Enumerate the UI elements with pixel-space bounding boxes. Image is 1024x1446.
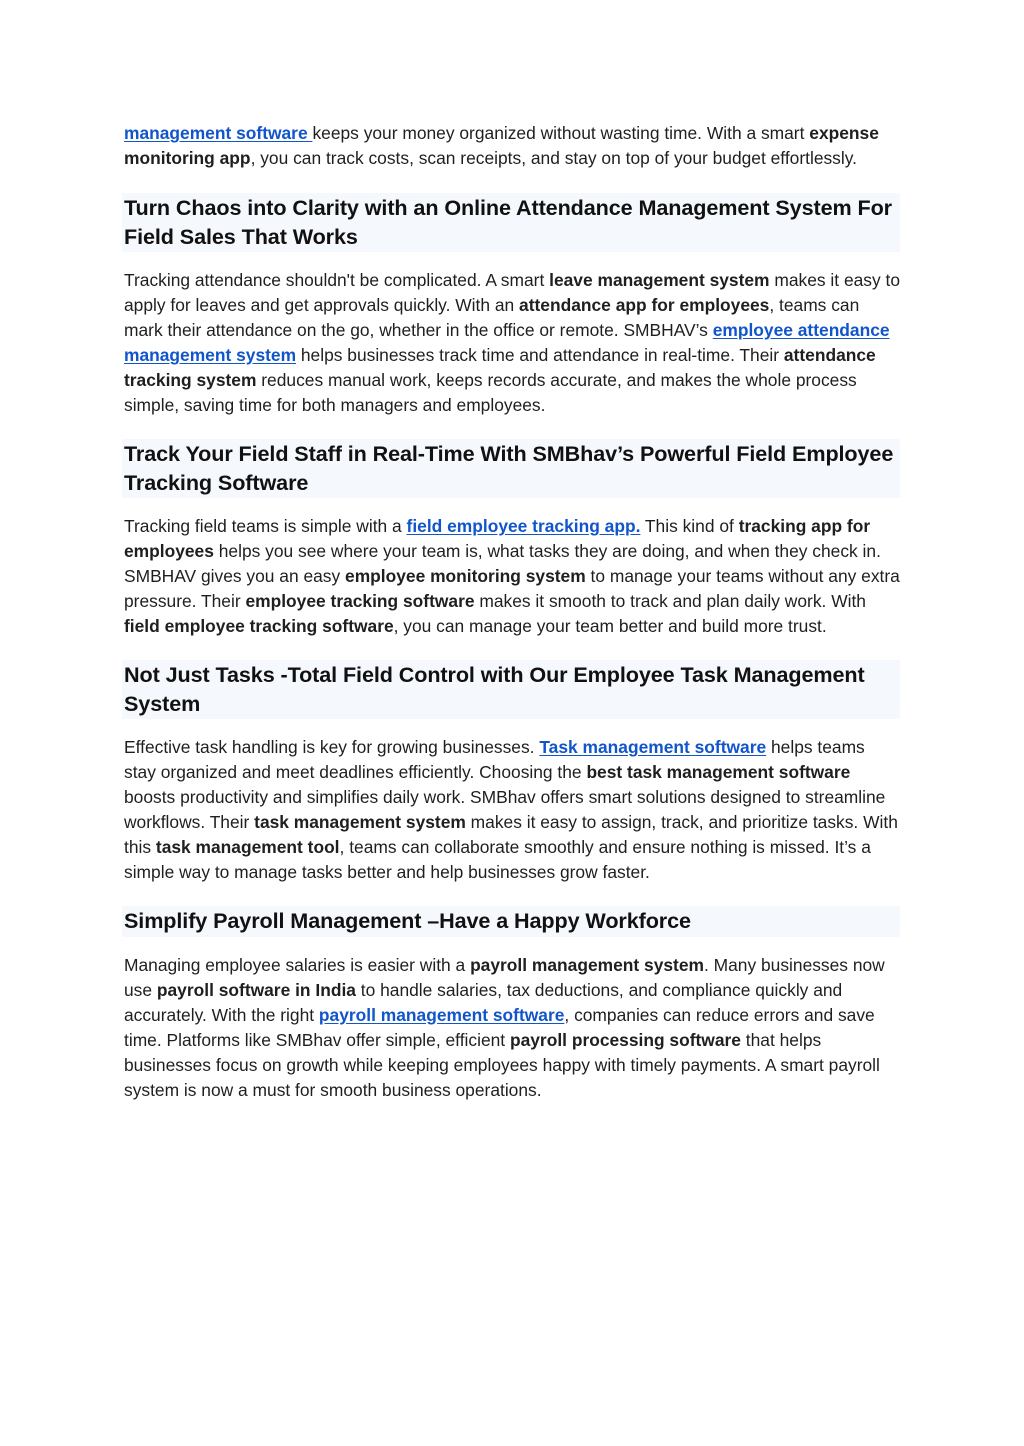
attendance-text-4: helps businesses track time and attendance in real-time. Their	[296, 345, 784, 365]
tracking-bold-3: employee tracking software	[245, 591, 475, 611]
payroll-text-3: to handle salaries, tax deductions, and compliance quickly and accurately. With the right	[124, 979, 843, 1025]
tracking-bold-2: employee monitoring system	[345, 566, 586, 586]
payroll-text-2: . Many businesses now use	[124, 954, 885, 1000]
tracking-text-3: helps you see where your team is, what tasks they are doing, and when they check in. SMBHAV gives you an easy	[124, 541, 881, 586]
tasks-text-5: , teams can collaborate smoothly and ensure nothing is missed. It’s a simple way to manage tasks better and help businesses grow faster.	[124, 837, 871, 882]
payroll-text-1: Managing employee salaries is easier with a	[124, 954, 471, 975]
tracking-text-5: makes it smooth to track and plan daily work. With	[474, 591, 866, 611]
payroll-bold-1: payroll management system	[470, 954, 704, 975]
intro-bold-1: expense monitoring app	[124, 123, 879, 168]
intro-text-2: , you can track costs, scan receipts, and stay on top of your budget effortlessly.	[250, 148, 857, 168]
tasks-bold-2: task management system	[254, 812, 466, 832]
intro-text-1: keeps your money organized without wasting time. With a smart	[312, 123, 810, 143]
payroll-management-link[interactable]: payroll management software	[318, 1004, 565, 1025]
payroll-bold-2: payroll software in India	[156, 979, 356, 1000]
attendance-text-3: , teams can mark their attendance on the go, whether in the office or remote. SMBHAV’s	[124, 295, 860, 340]
tasks-paragraph	[124, 735, 900, 885]
payroll-text-5: that helps businesses focus on growth while keeping employees happy with timely payments. A smart payroll system is now a must for smooth business operations.	[124, 1029, 880, 1100]
tracking-bold-1: tracking app for employees	[124, 516, 871, 561]
tracking-text-1: Tracking field teams is simple with a	[124, 516, 407, 536]
payroll-paragraph	[124, 953, 900, 1103]
tasks-text-2: helps teams stay organized and meet deadlines efficiently. Choosing the	[124, 737, 865, 782]
tracking-text-6: , you can manage your team better and build more trust.	[393, 616, 827, 636]
task-management-link[interactable]: Task management software	[539, 737, 767, 757]
attendance-text-2: makes it easy to apply for leaves and get approvals quickly. With an	[124, 270, 901, 315]
tasks-bold-1: best task management software	[586, 762, 851, 782]
attendance-paragraph	[124, 268, 900, 418]
tasks-text-3: boosts productivity and simplifies daily work. SMBhav offers smart solutions designed to streamline workflows. Their	[124, 787, 886, 832]
intro-paragraph	[124, 121, 900, 171]
tasks-text-4: makes it easy to assign, track, and prioritize tasks. With this	[124, 812, 898, 857]
attendance-bold-2: attendance app for employees	[519, 295, 770, 315]
tracking-bold-4: field employee tracking software	[124, 616, 394, 636]
tracking-heading: Track Your Field Staff in Real-Time With SMBhav’s Powerful Field Employee Tracking Software	[122, 439, 900, 498]
tasks-bold-3: task management tool	[155, 837, 340, 857]
attendance-text-1: Tracking attendance shouldn't be complicated. A smart	[124, 270, 550, 290]
tracking-text-4: to manage your teams without any extra pressure. Their	[124, 566, 900, 611]
tracking-text-2: This kind of	[640, 516, 739, 536]
management-software-link[interactable]: management software	[124, 123, 313, 143]
attendance-bold-1: leave management system	[549, 270, 770, 290]
payroll-heading: Simplify Payroll Management –Have a Happy Workforce	[122, 906, 900, 937]
tasks-text-1: Effective task handling is key for growing businesses.	[124, 737, 540, 757]
payroll-bold-3: payroll processing software	[509, 1029, 741, 1050]
tracking-paragraph	[124, 514, 900, 639]
tasks-heading: Not Just Tasks -Total Field Control with Our Employee Task Management System	[122, 660, 900, 719]
attendance-text-5: reduces manual work, keeps records accurate, and makes the whole process simple, saving time for both managers and employees.	[124, 370, 857, 415]
employee-attendance-link[interactable]: employee attendance management system	[124, 320, 890, 365]
field-employee-tracking-link[interactable]: field employee tracking app.	[406, 516, 641, 536]
attendance-heading: Turn Chaos into Clarity with an Online Attendance Management System For Field Sales That Works	[122, 193, 900, 252]
attendance-bold-3: attendance tracking system	[124, 345, 876, 390]
payroll-text-4: , companies can reduce errors and save time. Platforms like SMBhav offer simple, efficient	[124, 1004, 875, 1050]
document-page	[124, 121, 900, 1103]
